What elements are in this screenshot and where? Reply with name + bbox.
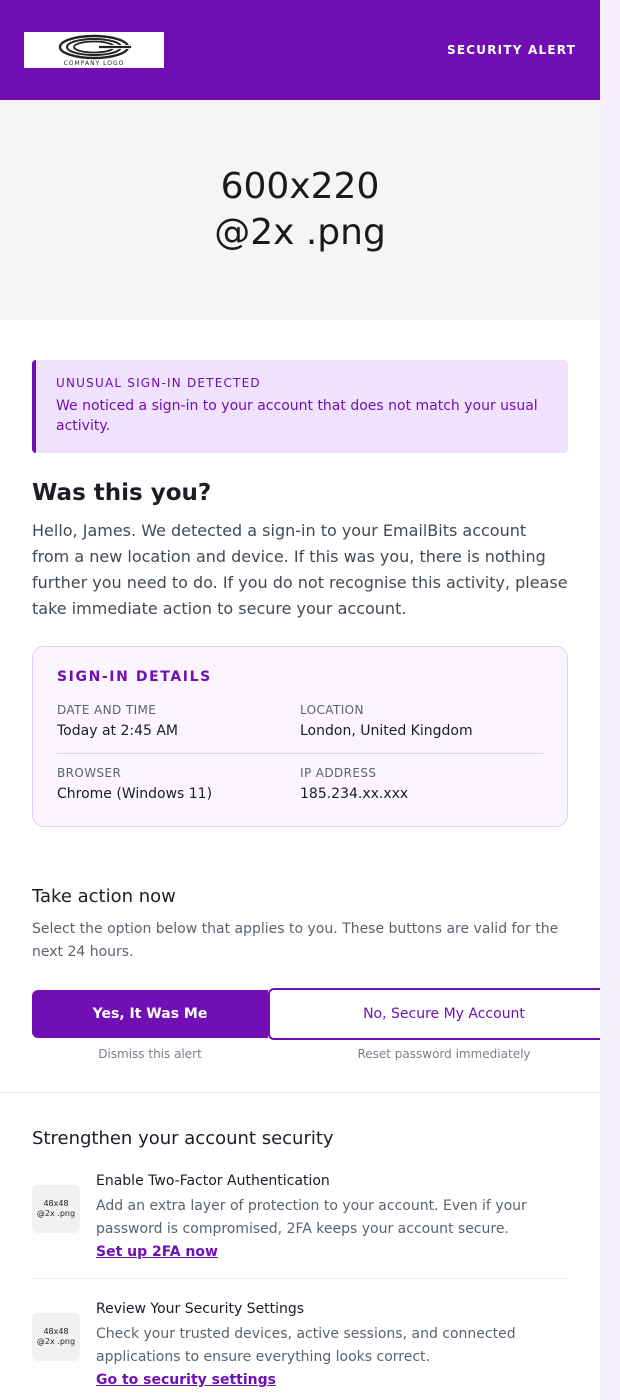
hero-image-placeholder [0,100,600,320]
tip-title: Review Your Security Settings [96,1301,305,1317]
setup-2fa-link[interactable]: Set up 2FA now [96,1244,218,1260]
page-title: Was this you? [32,480,212,506]
alert-title: UNUSUAL SIGN-IN DETECTED [56,376,261,390]
yes-button-hint: Dismiss this alert [98,1047,202,1061]
icon-placeholder-format: @2x .png [36,1209,76,1218]
details-row [57,766,543,802]
detail-label: IP ADDRESS [300,766,377,780]
detail-label: BROWSER [57,766,122,780]
tip-title: Enable Two-Factor Authentication [96,1173,330,1189]
detail-location [300,703,543,739]
logo-mark-icon [39,34,149,62]
tip-item-2fa [32,1173,568,1260]
detail-value: London, United Kingdom [300,723,473,739]
detail-label: DATE AND TIME [57,703,157,717]
sign-in-details-card [32,646,568,827]
detail-value: Chrome (Windows 11) [57,786,213,802]
alert-text: We noticed a sign-in to your account that does not match your usual activity. [56,398,538,434]
company-logo [24,32,164,68]
no-button-hint: Reset password immediately [357,1047,531,1061]
action-buttons [32,990,568,1061]
yes-it-was-me-button[interactable]: Yes, It Was Me [32,990,268,1038]
security-tips-section [0,1093,600,1388]
email-header [0,0,600,100]
detail-ip-address [300,766,543,802]
hero-placeholder-size: 600x220 [220,166,380,207]
security-settings-link[interactable]: Go to security settings [96,1372,276,1388]
security-alert-label: SECURITY ALERT [447,43,576,57]
detail-value: Today at 2:45 AM [57,723,179,739]
take-action-text: Select the option below that applies to you. These buttons are valid for the next 24 hours. [32,921,559,960]
two-factor-icon [32,1185,80,1233]
main-content [0,320,600,1061]
secure-my-account-button[interactable]: No, Secure My Account [268,988,600,1040]
detail-date-time [57,703,300,739]
icon-placeholder-size: 48x48 [43,1327,69,1336]
logo-text: COMPANY LOGO [63,59,125,67]
icon-placeholder-size: 48x48 [43,1199,69,1208]
detail-label: LOCATION [300,703,364,717]
details-divider [57,753,543,754]
alert-banner [32,360,568,453]
take-action-heading: Take action now [32,886,176,907]
intro-paragraph: Hello, James. We detected a sign-in to your EmailBits account from a new location and device. If this was you, there is nothing further you need to do. If you do not recognise this activity, please take immediate action to secure your account. [32,521,568,618]
detail-value: 185.234.xx.xxx [300,786,409,802]
tip-text: Check your trusted devices, active sessions, and connected applications to ensure everything looks correct. [96,1326,516,1365]
tip-divider [32,1278,568,1279]
detail-browser [57,766,300,802]
details-row [57,703,543,739]
security-tips-heading: Strengthen your account security [32,1128,334,1149]
icon-placeholder-format: @2x .png [36,1337,76,1346]
tip-item-security-settings [32,1301,568,1388]
security-settings-icon [32,1313,80,1361]
details-title: SIGN-IN DETAILS [57,669,212,685]
tip-text: Add an extra layer of protection to your account. Even if your password is compromised, 2FA keeps your account secure. [96,1198,527,1237]
hero-placeholder-format: @2x .png [214,212,386,253]
